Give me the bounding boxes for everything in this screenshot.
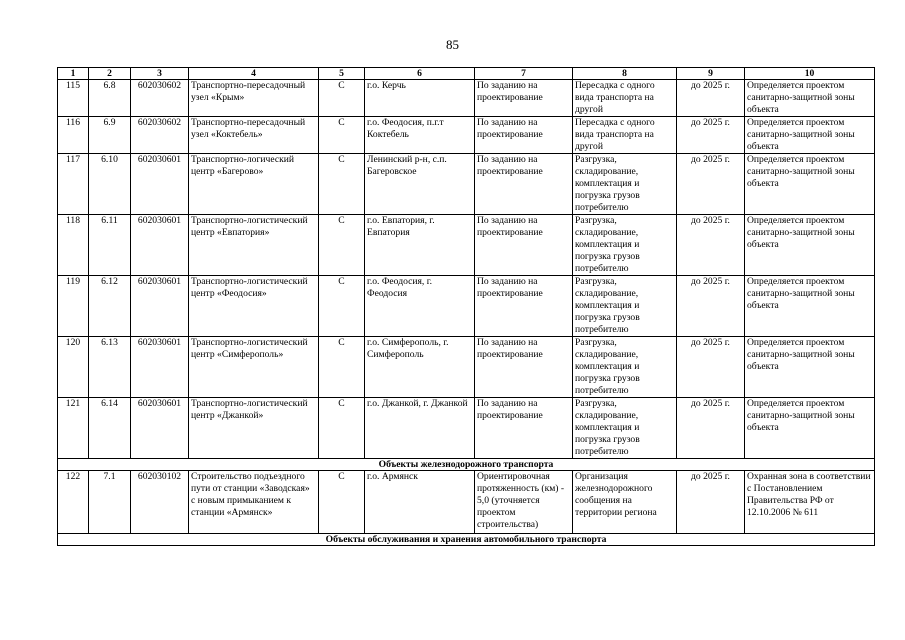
object-name-cell: Строительство подъездного пути от станции «Заводская» с новым примыканием к станции «Армянск» (189, 471, 319, 534)
document-table-wrapper (57, 67, 874, 546)
code-cell: 602030602 (131, 117, 189, 154)
object-name-cell: Транспортно-пересадочный узел «Коктебель» (189, 117, 319, 154)
table-row (58, 398, 875, 459)
objects-table (57, 67, 875, 546)
header-cell: 5 (319, 68, 365, 80)
row-number-cell: 122 (58, 471, 89, 534)
index-cell: 6.13 (89, 337, 131, 398)
zone-cell: Определяется проектом санитарно-защитной зоны объекта (745, 398, 875, 459)
location-cell: Ленинский р-н, с.п. Багеровское (365, 154, 475, 215)
purpose-cell: Разгрузка, складирование, комплектация и погрузка грузов потребителю (573, 276, 677, 337)
status-cell: С (319, 276, 365, 337)
term-cell: до 2025 г. (677, 80, 745, 117)
location-cell: г.о. Армянск (365, 471, 475, 534)
row-number-cell: 117 (58, 154, 89, 215)
table-row (58, 154, 875, 215)
index-cell: 6.10 (89, 154, 131, 215)
index-cell: 6.12 (89, 276, 131, 337)
zone-cell: Определяется проектом санитарно-защитной зоны объекта (745, 117, 875, 154)
object-name-cell: Транспортно-логистический центр «Евпатория» (189, 215, 319, 276)
term-cell: до 2025 г. (677, 154, 745, 215)
parameters-cell: По заданию на проектирование (475, 117, 573, 154)
row-number-cell: 119 (58, 276, 89, 337)
term-cell: до 2025 г. (677, 471, 745, 534)
location-cell: г.о. Джанкой, г. Джанкой (365, 398, 475, 459)
location-cell: г.о. Феодосия, п.г.т Коктебель (365, 117, 475, 154)
header-row (58, 68, 875, 80)
code-cell: 602030602 (131, 80, 189, 117)
index-cell: 6.11 (89, 215, 131, 276)
zone-cell: Определяется проектом санитарно-защитной зоны объекта (745, 154, 875, 215)
object-name-cell: Транспортно-логистический центр «Феодосия» (189, 276, 319, 337)
table-row (58, 276, 875, 337)
zone-cell: Определяется проектом санитарно-защитной зоны объекта (745, 276, 875, 337)
status-cell: С (319, 471, 365, 534)
code-cell: 602030601 (131, 398, 189, 459)
index-cell: 7.1 (89, 471, 131, 534)
header-cell: 3 (131, 68, 189, 80)
location-cell: г.о. Керчь (365, 80, 475, 117)
parameters-cell: По заданию на проектирование (475, 215, 573, 276)
object-name-cell: Транспортно-логистический центр «Джанкой» (189, 398, 319, 459)
parameters-cell: Ориентировочная протяженность (км) - 5,0 (уточняется проектом строительства) (475, 471, 573, 534)
purpose-cell: Разгрузка, складирование, комплектация и погрузка грузов потребителю (573, 154, 677, 215)
purpose-cell: Пересадка с одного вида транспорта на другой (573, 80, 677, 117)
code-cell: 602030601 (131, 215, 189, 276)
row-number-cell: 118 (58, 215, 89, 276)
status-cell: С (319, 80, 365, 117)
term-cell: до 2025 г. (677, 117, 745, 154)
purpose-cell: Пересадка с одного вида транспорта на другой (573, 117, 677, 154)
location-cell: г.о. Евпатория, г. Евпатория (365, 215, 475, 276)
table-row (58, 337, 875, 398)
section-heading-row (58, 459, 875, 471)
object-name-cell: Транспортно-логистический центр «Симферополь» (189, 337, 319, 398)
purpose-cell: Разгрузка, складирование, комплектация и погрузка грузов потребителю (573, 398, 677, 459)
purpose-cell: Разгрузка, складирование, комплектация и погрузка грузов потребителю (573, 215, 677, 276)
code-cell: 602030601 (131, 337, 189, 398)
parameters-cell: По заданию на проектирование (475, 337, 573, 398)
term-cell: до 2025 г. (677, 337, 745, 398)
page-number: 85 (446, 37, 459, 52)
purpose-cell: Разгрузка, складирование, комплектация и погрузка грузов потребителю (573, 337, 677, 398)
table-body (58, 80, 875, 546)
header-cell: 1 (58, 68, 89, 80)
row-number-cell: 120 (58, 337, 89, 398)
status-cell: С (319, 337, 365, 398)
parameters-cell: По заданию на проектирование (475, 154, 573, 215)
header-cell: 10 (745, 68, 875, 80)
index-cell: 6.8 (89, 80, 131, 117)
parameters-cell: По заданию на проектирование (475, 80, 573, 117)
term-cell: до 2025 г. (677, 398, 745, 459)
code-cell: 602030601 (131, 154, 189, 215)
status-cell: С (319, 398, 365, 459)
row-number-cell: 115 (58, 80, 89, 117)
location-cell: г.о. Феодосия, г. Феодосия (365, 276, 475, 337)
purpose-cell: Организация железнодорожного сообщения на территории региона (573, 471, 677, 534)
header-cell: 9 (677, 68, 745, 80)
zone-cell: Определяется проектом санитарно-защитной зоны объекта (745, 337, 875, 398)
status-cell: С (319, 154, 365, 215)
row-number-cell: 121 (58, 398, 89, 459)
zone-cell: Определяется проектом санитарно-защитной зоны объекта (745, 215, 875, 276)
header-cell: 8 (573, 68, 677, 80)
index-cell: 6.9 (89, 117, 131, 154)
index-cell: 6.14 (89, 398, 131, 459)
zone-cell: Охранная зона в соответствии с Постановлением Правительства РФ от 12.10.2006 № 611 (745, 471, 875, 534)
status-cell: С (319, 215, 365, 276)
section-heading-rail: Объекты железнодорожного транспорта (58, 459, 875, 471)
parameters-cell: По заданию на проектирование (475, 276, 573, 337)
status-cell: С (319, 117, 365, 154)
header-cell: 2 (89, 68, 131, 80)
code-cell: 602030601 (131, 276, 189, 337)
table-row (58, 80, 875, 117)
row-number-cell: 116 (58, 117, 89, 154)
header-cell: 7 (475, 68, 573, 80)
table-row (58, 215, 875, 276)
term-cell: до 2025 г. (677, 276, 745, 337)
zone-cell: Определяется проектом санитарно-защитной зоны объекта (745, 80, 875, 117)
object-name-cell: Транспортно-пересадочный узел «Крым» (189, 80, 319, 117)
location-cell: г.о. Симферополь, г. Симферополь (365, 337, 475, 398)
table-row (58, 471, 875, 534)
table-row (58, 117, 875, 154)
term-cell: до 2025 г. (677, 215, 745, 276)
code-cell: 602030102 (131, 471, 189, 534)
header-cell: 6 (365, 68, 475, 80)
header-cell: 4 (189, 68, 319, 80)
section-heading-auto: Объекты обслуживания и хранения автомобильного транспорта (58, 534, 875, 546)
object-name-cell: Транспортно-логический центр «Багерово» (189, 154, 319, 215)
section-heading-row (58, 534, 875, 546)
parameters-cell: По заданию на проектирование (475, 398, 573, 459)
